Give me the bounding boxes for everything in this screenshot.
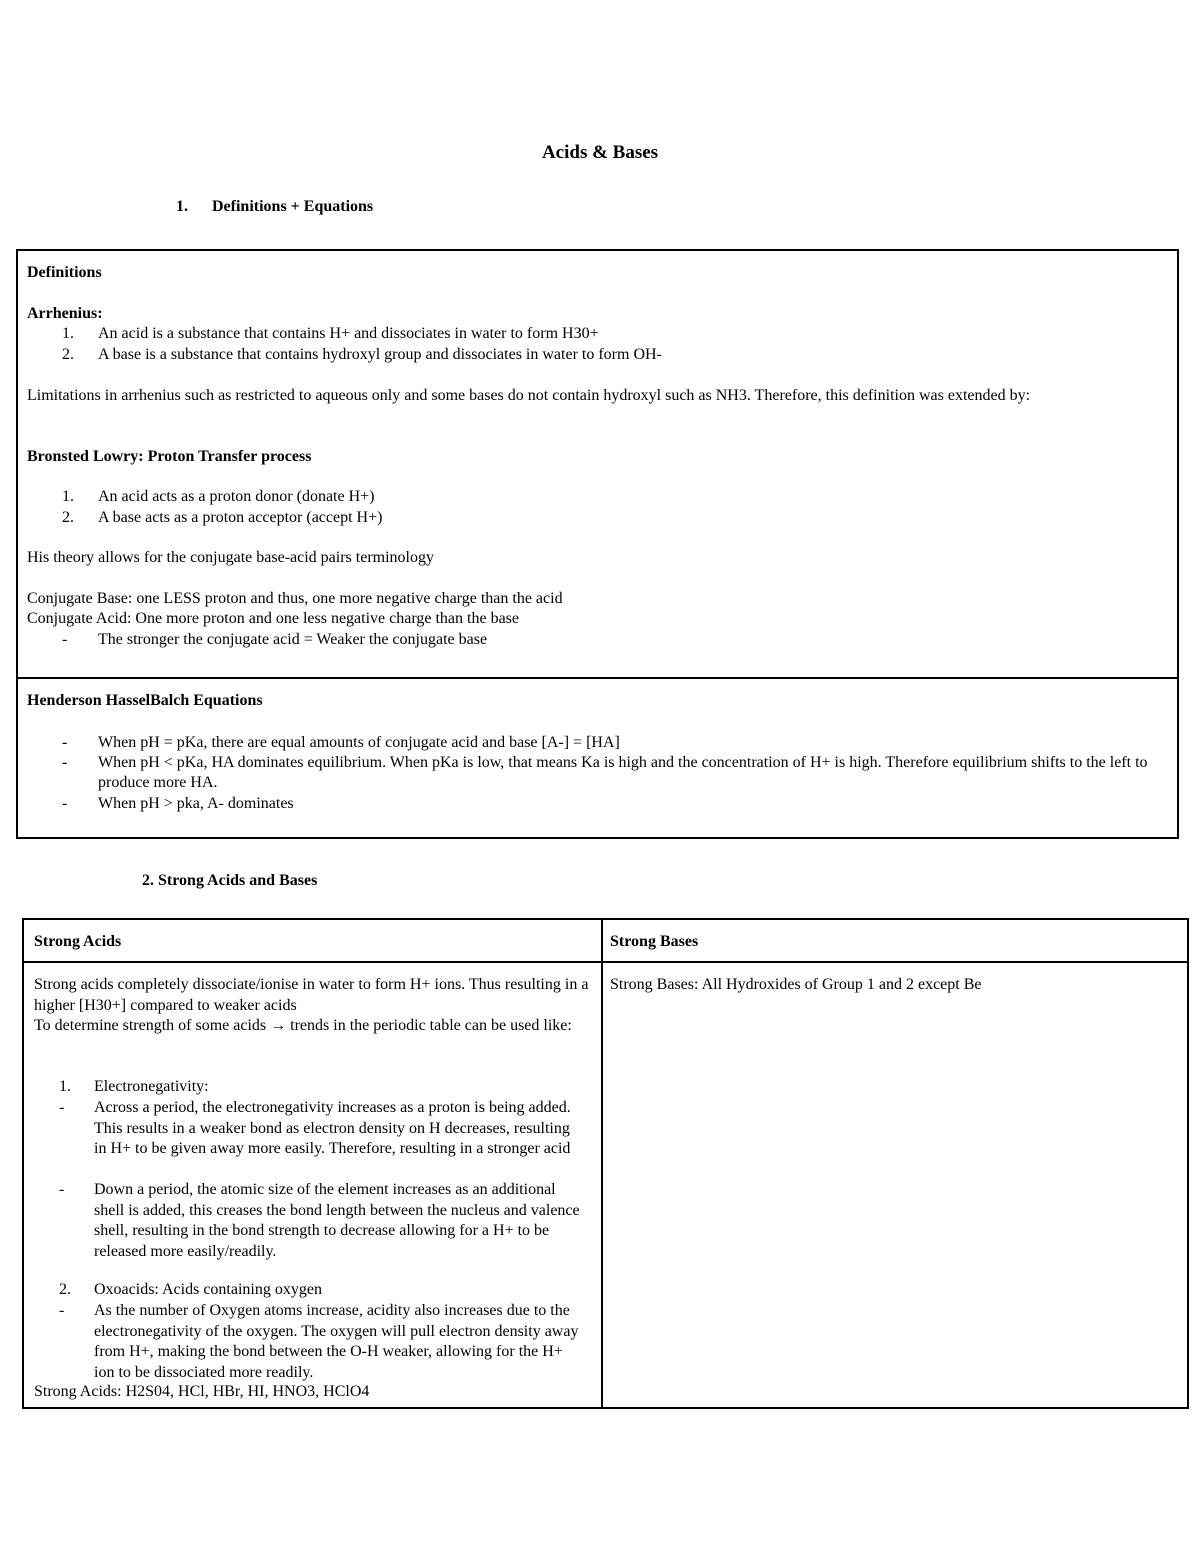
hh-item: When pH = pKa, there are equal amounts of conjugate acid and base [A-] = [HA] — [98, 734, 620, 751]
bullet-dash: - — [59, 1181, 65, 1198]
arrhenius-limitations: Limitations in arrhenius such as restricted to aqueous only and some bases do not contain hydroxyl such as NH3. Therefore, this definition was extended by: — [27, 387, 1031, 404]
oxoacids-bullet: As the number of Oxygen atoms increase, acidity also increases due to the electronegativity of the oxygen. The oxygen will pull electron density away from H+, making the bond between the O-H weaker, allowing for the H+ ion to be dissociated more readily. — [94, 1302, 579, 1381]
strong-bases-text: Strong Bases: All Hydroxides of Group 1 and 2 except Be — [610, 976, 982, 993]
item-number: 2. — [59, 1281, 71, 1298]
hh-item: When pH > pka, A- dominates — [98, 795, 294, 812]
acids-trends: To determine strength of some acids → trends in the periodic table can be used like: — [34, 1017, 572, 1034]
bronsted-item: An acid acts as a proton donor (donate H+) — [98, 488, 375, 505]
acids-intro: Strong acids completely dissociate/ionise in water to form H+ ions. Thus resulting in a higher [H30+] compared to weaker acids — [34, 976, 589, 1014]
bullet-dash: - — [59, 1302, 65, 1319]
bullet-dash: - — [59, 1099, 65, 1116]
electronegativity-period-bullet: Across a period, the electronegativity increases as a proton is being added. This results in a weaker bond as electron density on H decreases, resulting in H+ to be given away more easily. Therefore, resulting in a stronger acid — [94, 1099, 571, 1157]
bronsted-item-number: 1. — [62, 488, 74, 505]
item-number: 1. — [59, 1078, 71, 1095]
electronegativity-title: Electronegativity: — [94, 1078, 209, 1095]
conjugate-bullet: The stronger the conjugate acid = Weaker the conjugate base — [98, 631, 488, 648]
bullet-dash: - — [62, 754, 68, 771]
strong-acids-bases-table — [22, 918, 1189, 1409]
arrhenius-item: An acid is a substance that contains H+ and dissociates in water to form H30+ — [98, 325, 599, 342]
box-divider — [18, 677, 1177, 679]
section-2-heading: 2. Strong Acids and Bases — [142, 872, 318, 889]
arrhenius-item: A base is a substance that contains hydroxyl group and dissociates in water to form OH- — [98, 346, 662, 363]
hh-heading: Henderson HasselBalch Equations — [27, 692, 263, 709]
section-1-title: Definitions + Equations — [212, 198, 374, 215]
conjugate-base-definition: Conjugate Base: one LESS proton and thus, one more negative charge than the acid — [27, 590, 563, 607]
bronsted-item: A base acts as a proton acceptor (accept H+) — [98, 509, 383, 526]
conjugate-acid-definition: Conjugate Acid: One more proton and one less negative charge than the base — [27, 610, 519, 627]
arrhenius-item-number: 1. — [62, 325, 74, 342]
arrhenius-heading: Arrhenius: — [27, 305, 103, 322]
definitions-heading: Definitions — [27, 264, 102, 281]
electronegativity-group-bullet: Down a period, the atomic size of the element increases as an additional shell is added, this creases the bond length between the nucleus and valence shell, resulting in the bond strength to decrease allowing for a H+ to be released more easily/readily. — [94, 1181, 580, 1260]
bronsted-item-number: 2. — [62, 509, 74, 526]
strong-acids-list: Strong Acids: H2S04, HCl, HBr, HI, HNO3, HClO4 — [34, 1383, 370, 1400]
page-title: Acids & Bases — [541, 142, 659, 163]
hh-item: When pH < pKa, HA dominates equilibrium. When pKa is low, that means Ka is high and the concentration of H+ is high. Therefore equilibrium shifts to the left to produce more HA. — [98, 754, 1148, 791]
theory-note: His theory allows for the conjugate base-acid pairs terminology — [27, 549, 434, 566]
table-header-strong-acids: Strong Acids — [34, 933, 122, 950]
table-column-divider — [601, 920, 603, 1407]
bullet-dash: - — [62, 631, 68, 648]
oxoacids-title: Oxoacids: Acids containing oxygen — [94, 1281, 322, 1298]
bullet-dash: - — [62, 795, 68, 812]
table-header-divider — [24, 961, 1187, 963]
definitions-box — [16, 249, 1179, 839]
section-1-number: 1. — [176, 198, 188, 215]
arrhenius-item-number: 2. — [62, 346, 74, 363]
bullet-dash: - — [62, 734, 68, 751]
section-1-heading — [176, 198, 373, 216]
table-header-strong-bases: Strong Bases — [610, 933, 699, 950]
bronsted-heading: Bronsted Lowry: Proton Transfer process — [27, 448, 312, 465]
